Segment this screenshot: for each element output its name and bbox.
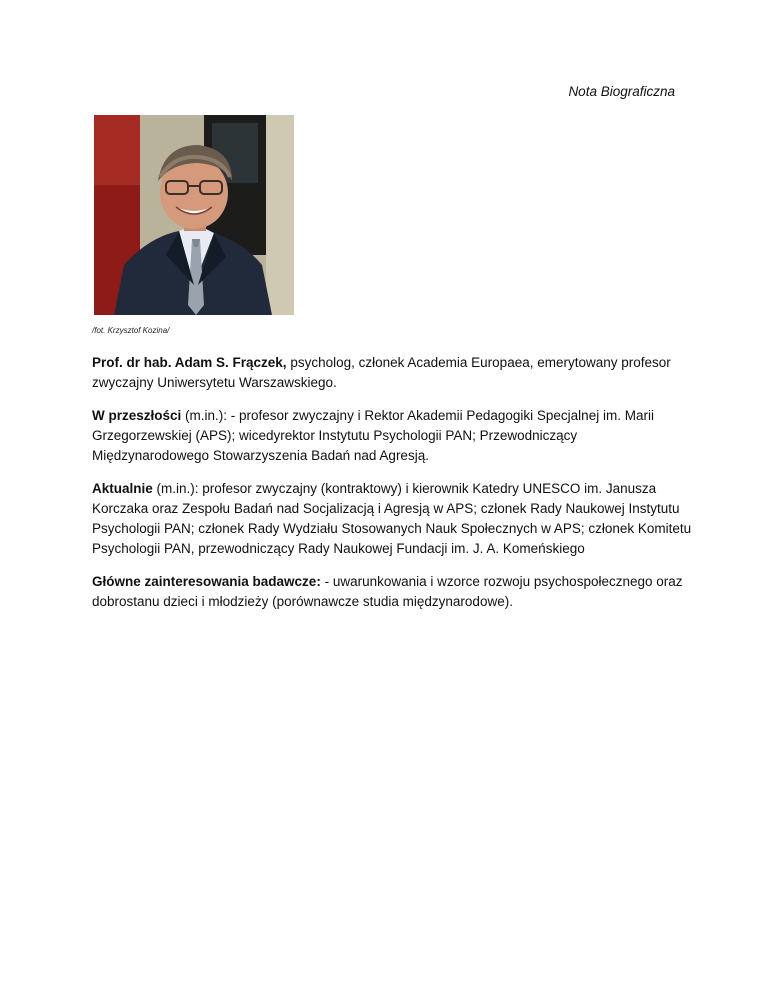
bio-current-paragraph xyxy=(92,479,692,559)
bio-interests-label: Główne zainteresowania badawcze: xyxy=(92,574,321,589)
bio-name: Prof. dr hab. Adam S. Frączek, xyxy=(92,355,287,370)
bio-past-paragraph xyxy=(92,406,692,466)
bio-past-text: (m.in.): - profesor zwyczajny i Rektor Akademii Pedagogiki Specjalnej im. Marii Grzegorzewskiej (APS); wicedyrektor Instytutu Psychologii PAN; Przewodniczący Międzynarodowego Stowarzyszenia Badań nad Agresją. xyxy=(92,408,654,463)
bio-content xyxy=(92,353,692,625)
bio-current-label: Aktualnie xyxy=(92,481,153,496)
portrait-photo xyxy=(94,115,294,315)
bio-current-text: (m.in.): profesor zwyczajny (kontraktowy) i kierownik Katedry UNESCO im. Janusza Korczaka oraz Zespołu Badań nad Socjalizacją i Agresją w APS; członek Rady Naukowej Instytutu Psychologii PAN; członek Rady Wydziału Stosowanych Nauk Społecznych w APS; członek Komitetu Psychologii PAN, przewodniczący Rady Naukowej Fundacji im. J. A. Komeńskiego xyxy=(92,481,692,556)
bio-intro-paragraph xyxy=(92,353,692,393)
bio-interests-text: - uwarunkowania i wzorce rozwoju psychospołecznego oraz dobrostanu dzieci i młodzieży (porównawcze studia międzynarodowe). xyxy=(92,574,683,609)
document-title: Nota Biograficzna xyxy=(568,84,675,99)
bio-past-label: W przeszłości xyxy=(92,408,182,423)
bio-intro-text: psycholog, członek Academia Europaea, emerytowany profesor zwyczajny Uniwersytetu Warszawskiego. xyxy=(92,355,671,390)
bio-interests-paragraph xyxy=(92,572,692,612)
photo-credit: /fot. Krzysztof Kozina/ xyxy=(92,326,170,335)
